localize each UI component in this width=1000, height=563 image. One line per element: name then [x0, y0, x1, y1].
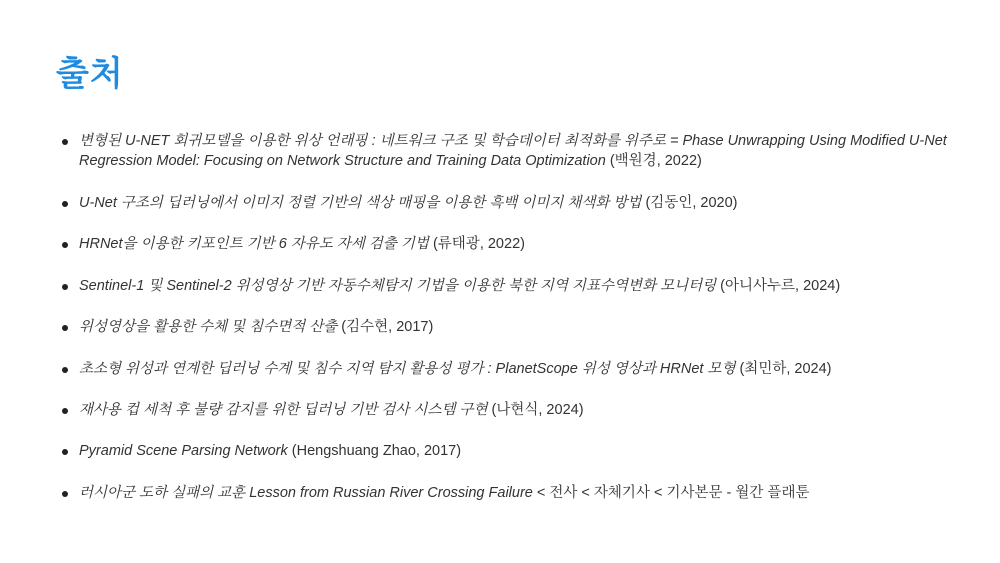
reference-title: 러시아군 도하 실패의 교훈 Lesson from Russian River Crossing Failure: [79, 484, 533, 501]
reference-citation: (아니사누르, 2024): [716, 277, 841, 294]
bullet-icon: [62, 201, 68, 207]
reference-title: HRNet을 이용한 키포인트 기반 6 자유도 자세 검출 기법: [79, 236, 429, 253]
reference-item: [62, 193, 962, 213]
reference-citation: (김동인, 2020): [641, 195, 738, 211]
bullet-icon: [62, 139, 68, 145]
reference-title: U-Net 구조의 딥러닝에서 이미지 정렬 기반의 색상 매핑을 이용한 흑백 이미지 채색화 방법: [79, 195, 642, 211]
reference-item: [62, 276, 962, 296]
reference-item: [62, 483, 962, 503]
reference-item: [62, 441, 962, 461]
reference-citation: (김수현, 2017): [337, 319, 434, 336]
bullet-icon: [62, 408, 68, 414]
reference-citation: (백원경, 2022): [605, 153, 702, 169]
reference-item: [62, 400, 962, 420]
reference-title: Sentinel-1 및 Sentinel-2 위성영상 기반 자동수체탐지 기법을 이용한 북한 지역 지표수역변화 모니터링: [79, 277, 717, 294]
reference-title: 재사용 컵 세척 후 불량 감지를 위한 딥러닝 기반 검사 시스템 구현: [79, 401, 488, 418]
reference-item: [62, 317, 962, 337]
bullet-icon: [62, 491, 68, 497]
reference-citation: (류태광, 2022): [428, 236, 525, 253]
reference-list: [62, 131, 962, 524]
reference-citation: (나현식, 2024): [487, 401, 584, 418]
bullet-icon: [62, 367, 68, 373]
bullet-icon: [62, 325, 68, 331]
reference-item: [62, 234, 962, 254]
reference-title: 위성영상을 활용한 수체 및 침수면적 산출: [79, 319, 338, 336]
bullet-icon: [62, 284, 68, 290]
reference-title: 초소형 위성과 연계한 딥러닝 수계 및 침수 지역 탐지 활용성 평가 : PlanetScope 위성 영상과 HRNet 모형: [79, 360, 736, 377]
reference-item: [62, 131, 962, 171]
reference-item: [62, 359, 962, 379]
bullet-icon: [62, 449, 68, 455]
bullet-icon: [62, 242, 68, 248]
reference-title: Pyramid Scene Parsing Network: [79, 443, 288, 460]
reference-citation: (Hengshuang Zhao, 2017): [287, 443, 462, 460]
reference-title: 변형된 U-NET 회귀모델을 이용한 위상 언래핑 : 네트워크 구조 및 학습데이터 최적화를 위주로 = Phase Unwrapping Using Modified U-Net Regression Model: Focusing on Network Structure and Training Data Optimization: [79, 133, 947, 169]
reference-citation: (최민하, 2024): [735, 360, 832, 377]
page-title: 출처: [56, 55, 124, 93]
reference-citation: < 전사 < 자체기사 < 기사본문 - 월간 플래툰: [532, 484, 810, 501]
